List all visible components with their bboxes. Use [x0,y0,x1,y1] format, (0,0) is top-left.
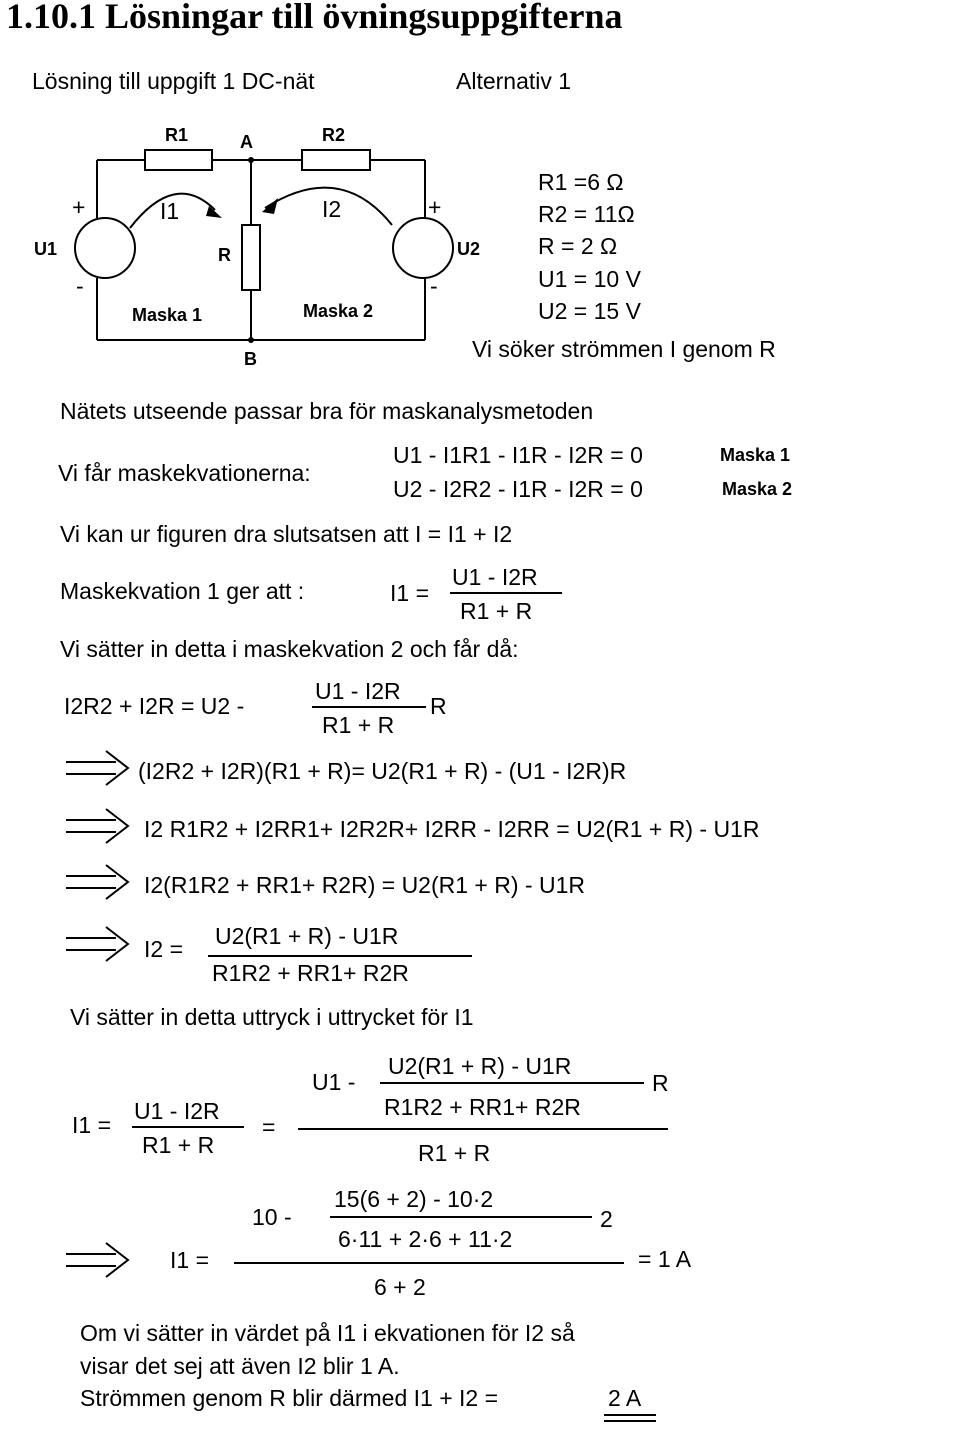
given-u1: U1 = 10 V [538,266,641,292]
alternative-label: Alternativ 1 [456,68,572,94]
step3: I2 R1R2 + I2RR1+ I2R2R+ I2RR - I2RR = U2(R1 + R) - U1R [144,816,760,842]
final-answer: 2 A [608,1385,642,1411]
page-title: 1.10.1 Lösningar till övningsuppgifterna [6,0,623,36]
big-left-fraction-bar [132,1126,244,1128]
given-u2: U2 = 15 V [538,298,641,324]
u1-plus: + [72,194,86,220]
step4: I2(R1R2 + RR1+ R2R) = U2(R1 + R) - U1R [144,872,585,898]
insert-text: Vi sätter in detta i maskekvation 2 och får då: [60,636,519,662]
numeric-inner-denominator: 6·11 + 2·6 + 11·2 [338,1226,513,1252]
step1-denominator: R1 + R [322,712,395,738]
numeric-tail: 2 [600,1206,613,1232]
numeric-top-10: 10 - [252,1204,292,1230]
big-inner-denominator: R1R2 + RR1+ R2R [384,1094,581,1120]
numeric-result: = 1 A [638,1246,692,1272]
u2-minus: - [430,273,438,299]
resistor-r1 [145,150,212,170]
big-tail: R [652,1070,669,1096]
mesh-eq2: U2 - I2R2 - I1R - I2R = 0 [393,476,643,502]
voltage-source-u1 [75,218,135,278]
numeric-inner-numerator: 15(6 + 2) - 10·2 [334,1186,494,1212]
conclusion-text: Vi kan ur figuren dra slutsatsen att I = I1 + I2 [60,521,513,547]
label-r: R [218,245,231,265]
step2: (I2R2 + I2R)(R1 + R)= U2(R1 + R) - (U1 - I2R)R [138,758,627,784]
given-r1: R1 =6 Ω [538,169,624,195]
label-node-a: A [240,132,253,152]
step1-numerator: U1 - I2R [315,678,401,704]
resistor-r2 [302,150,370,170]
eq1-gives: Maskekvation 1 ger att : [60,578,305,604]
implies-arrow-icon [64,862,134,902]
insert-i1-text: Vi sätter in detta uttryck i uttrycket för I1 [70,1004,474,1030]
label-i1: I1 [160,198,180,224]
big-bottom: R1 + R [418,1140,491,1166]
solution-heading: Lösning till uppgift 1 DC-nät [32,68,315,94]
label-node-b: B [244,349,257,369]
i1-lhs: I1 = [390,580,430,606]
mesh-eq1-tag: Maska 1 [720,445,791,465]
step1-fraction-bar [312,706,426,708]
implies-arrow-icon [64,806,134,846]
label-mesh1: Maska 1 [132,305,203,325]
mesh-eq1: U1 - I1R1 - I1R - I2R = 0 [393,442,643,468]
big-lhs: I1 = [72,1112,112,1138]
final-line-1: Om vi sätter in värdet på I1 i ekvationen för I2 så [80,1320,575,1346]
numeric-lhs: I1 = [170,1247,210,1273]
step5-numerator: U2(R1 + R) - U1R [215,923,399,949]
numeric-main-fraction-bar [234,1262,624,1264]
big-top-u1: U1 - [312,1069,356,1095]
final-line-2: visar det sej att även I2 blir 1 A. [80,1353,400,1379]
seek-text: Vi söker strömmen I genom R [472,336,776,362]
voltage-source-u2 [393,218,453,278]
big-inner-numerator: U2(R1 + R) - U1R [388,1053,572,1079]
i1-denominator: R1 + R [460,598,533,624]
final-line-3: Strömmen genom R blir därmed I1 + I2 = [80,1385,499,1411]
label-i2: I2 [322,196,342,222]
i1-numerator: U1 - I2R [452,564,538,590]
implies-arrow-icon [64,748,134,788]
implies-arrow-icon [64,924,134,964]
step1-tail: R [430,693,447,719]
answer-underline-2 [604,1420,656,1422]
step1-lhs: I2R2 + I2R = U2 - [64,693,245,719]
big-left-numerator: U1 - I2R [134,1098,220,1124]
label-r1: R1 [165,125,189,145]
big-left-denominator: R1 + R [142,1132,215,1158]
label-mesh2: Maska 2 [303,301,374,321]
step5-fraction-bar [208,955,472,957]
step5-denominator: R1R2 + RR1+ R2R [212,960,409,986]
big-inner-fraction-bar [380,1082,644,1084]
given-r2: R2 = 11Ω [538,201,635,227]
step5-lhs: I2 = [144,936,184,962]
big-main-fraction-bar [298,1128,668,1130]
numeric-bottom: 6 + 2 [374,1274,426,1300]
u2-plus: + [428,194,442,220]
answer-underline-1 [604,1414,656,1416]
given-r: R = 2 Ω [538,233,618,259]
label-u1: U1 [34,239,58,259]
implies-arrow-icon [64,1240,134,1280]
label-r2: R2 [322,125,346,145]
mesh-eq2-tag: Maska 2 [722,479,793,499]
numeric-inner-fraction-bar [330,1216,592,1218]
mesh-intro: Vi får maskekvationerna: [58,460,311,486]
label-u2: U2 [457,239,481,259]
i1-fraction-bar [450,592,562,594]
method-text: Nätets utseende passar bra för maskanalysmetoden [60,398,594,424]
u1-minus: - [76,273,84,299]
resistor-r [242,225,260,290]
big-equals: = [262,1114,276,1140]
